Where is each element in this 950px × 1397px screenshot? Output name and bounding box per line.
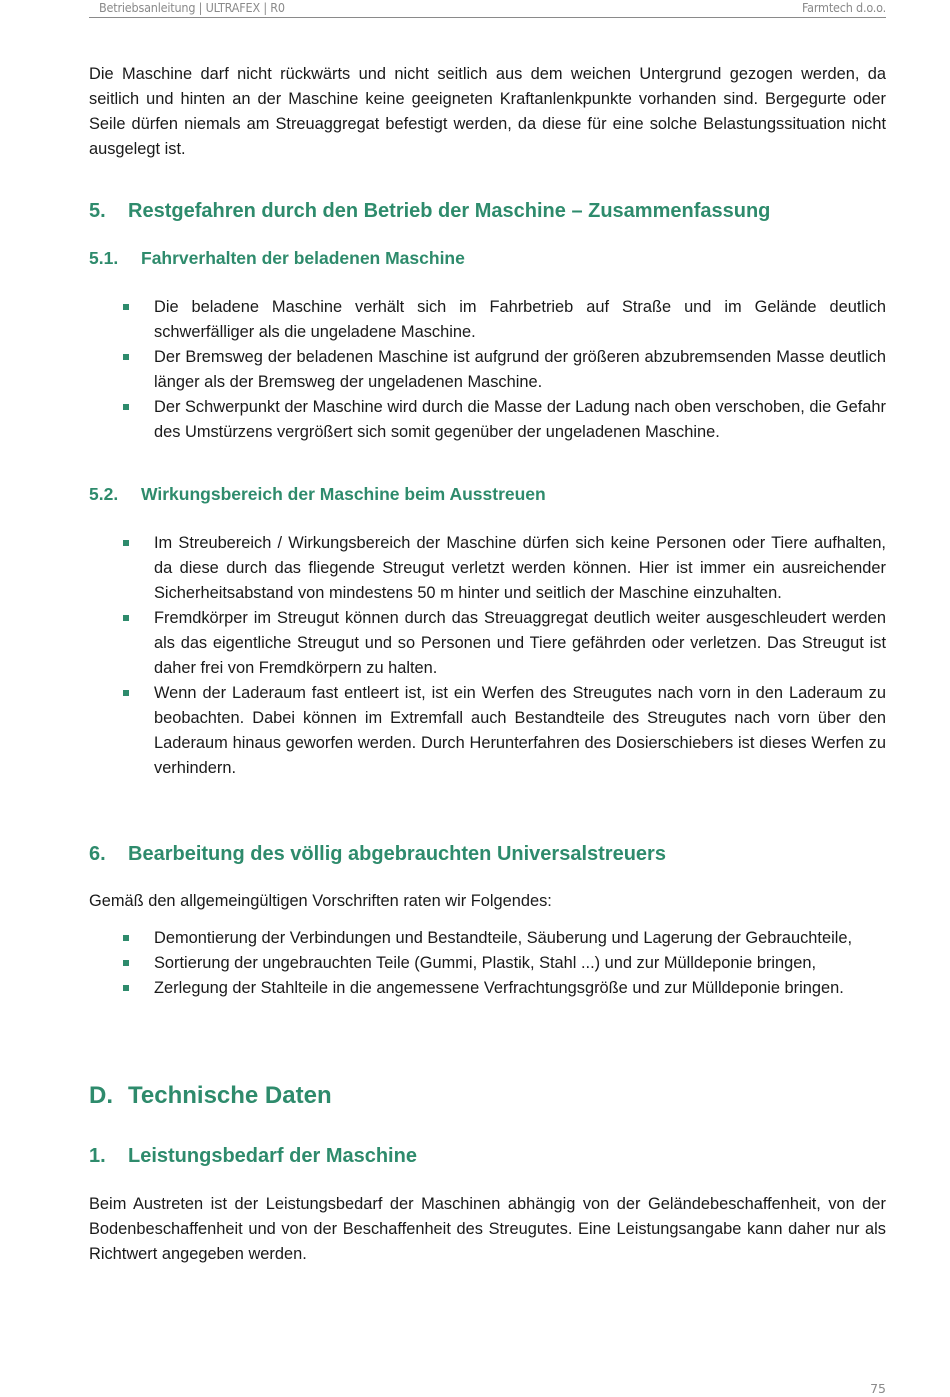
section-5-1-heading [89, 248, 465, 269]
section-5-number: 5. [89, 200, 106, 222]
section-5-2-list-block [89, 531, 886, 781]
bullet-square-icon [123, 985, 129, 991]
list-item-text: Der Bremsweg der beladenen Maschine ist aufgrund der größeren abzubremsenden Masse deutlich länger als der Bremsweg der ungeladenen Maschine. [154, 348, 886, 391]
list-item-text: Demontierung der Verbindungen und Bestandteile, Säuberung und Lagerung der Gebrauchteile, [154, 929, 853, 947]
bullet-square-icon [123, 960, 129, 966]
section-5-2-list [89, 531, 886, 781]
list-item-text: Der Schwerpunkt der Maschine wird durch die Masse der Ladung nach oben verschoben, die Gefahr des Umstürzens vergrößert sich somit gegenüber der ungeladenen Maschine. [154, 398, 886, 441]
section-5-2-number: 5.2. [89, 484, 119, 504]
bullet-square-icon [123, 615, 129, 621]
chapter-d-title: Technische Daten [128, 1082, 332, 1109]
list-item-text: Fremdkörper im Streugut können durch das Streuaggregat deutlich weiter ausgeschleudert werden als das eigentliche Streugut und so Personen und Tiere gefährden oder verletzen. Das Streugut ist daher frei von Fremdkörpern zu halten. [154, 609, 886, 677]
section-5-1-number: 5.1. [89, 248, 119, 268]
list-item [89, 926, 886, 951]
section-6-title: Bearbeitung des völlig abgebrauchten Universalstreuers [128, 843, 666, 865]
chapter-d-section-1-block [89, 1192, 886, 1267]
section-6-lead-block [89, 889, 886, 914]
list-item-text: Im Streubereich / Wirkungsbereich der Maschine dürfen sich keine Personen oder Tiere aufhalten, da diese durch das fliegende Streugut verletzt werden können. Hier ist immer ein ausreichender Sicherheitsabstand von mindestens 50 m hinter und seitlich der Maschine einzuhalten. [154, 534, 886, 602]
section-5-title: Restgefahren durch den Betrieb der Maschine – Zusammenfassung [128, 200, 771, 222]
section-5-2-heading [89, 484, 546, 505]
section-6-list [89, 926, 886, 1001]
list-item [89, 295, 886, 345]
list-item-text: Wenn der Laderaum fast entleert ist, ist ein Werfen des Streugutes nach vorn in den Laderaum zu beobachten. Dabei können im Extremfall auch Bestandteile des Streugutes nach vorn über den Laderaum hinaus geworfen werden. Durch Herunterfahren des Dosierschiebers ist dieses Werfen zu verhindern. [154, 684, 886, 777]
section-5-1-list [89, 295, 886, 445]
intro-block [89, 62, 886, 162]
list-item-text: Zerlegung der Stahlteile in die angemessene Verfrachtungsgröße und zur Mülldeponie bringen. [154, 979, 844, 997]
list-item [89, 681, 886, 781]
section-6-list-block [89, 926, 886, 1001]
chapter-d-letter: D. [89, 1082, 113, 1109]
bullet-square-icon [123, 540, 129, 546]
chapter-d-section-1-number: 1. [89, 1145, 106, 1167]
page-number: 75 [870, 1381, 886, 1396]
chapter-d-section-1-heading [89, 1145, 417, 1168]
bullet-square-icon [123, 935, 129, 941]
chapter-d-section-1-text: Beim Austreten ist der Leistungsbedarf der Maschinen abhängig von der Geländebeschaffenheit, von der Bodenbeschaffenheit und von der Beschaffenheit des Streugutes. Eine Leistungsangabe kann daher nur als Richtwert angegeben werden. [89, 1195, 886, 1263]
chapter-d-section-1-title: Leistungsbedarf der Maschine [128, 1145, 417, 1167]
header-document-title: Betriebsanleitung | ULTRAFEX | R0 [99, 0, 285, 15]
list-item [89, 951, 886, 976]
bullet-square-icon [123, 304, 129, 310]
section-5-heading [89, 200, 770, 223]
list-item [89, 976, 886, 1001]
list-item-text: Die beladene Maschine verhält sich im Fahrbetrieb auf Straße und im Gelände deutlich schwerfälliger als die ungeladene Maschine. [154, 298, 886, 341]
list-item-text: Sortierung der ungebrauchten Teile (Gummi, Plastik, Stahl ...) und zur Mülldeponie bringen, [154, 954, 817, 972]
list-item [89, 345, 886, 395]
list-item [89, 395, 886, 445]
section-5-2-title: Wirkungsbereich der Maschine beim Ausstreuen [141, 484, 546, 504]
running-header [89, 0, 886, 18]
section-5-1-title: Fahrverhalten der beladenen Maschine [141, 248, 465, 268]
section-6-lead: Gemäß den allgemeingültigen Vorschriften raten wir Folgendes: [89, 892, 552, 910]
bullet-square-icon [123, 354, 129, 360]
chapter-d-heading [89, 1082, 332, 1110]
bullet-square-icon [123, 690, 129, 696]
section-5-1-list-block [89, 295, 886, 445]
list-item [89, 531, 886, 606]
list-item [89, 606, 886, 681]
bullet-square-icon [123, 404, 129, 410]
header-company: Farmtech d.o.o. [802, 0, 886, 15]
section-6-heading [89, 843, 666, 866]
section-6-number: 6. [89, 843, 106, 865]
intro-paragraph: Die Maschine darf nicht rückwärts und nicht seitlich aus dem weichen Untergrund gezogen werden, da seitlich und hinten an der Maschine keine geeigneten Kraftanlenkpunkte vorhanden sind. Bergegurte oder Seile dürfen niemals am Streuaggregat befestigt werden, da diese für eine solche Belastungssituation nicht ausgelegt ist. [89, 65, 886, 158]
